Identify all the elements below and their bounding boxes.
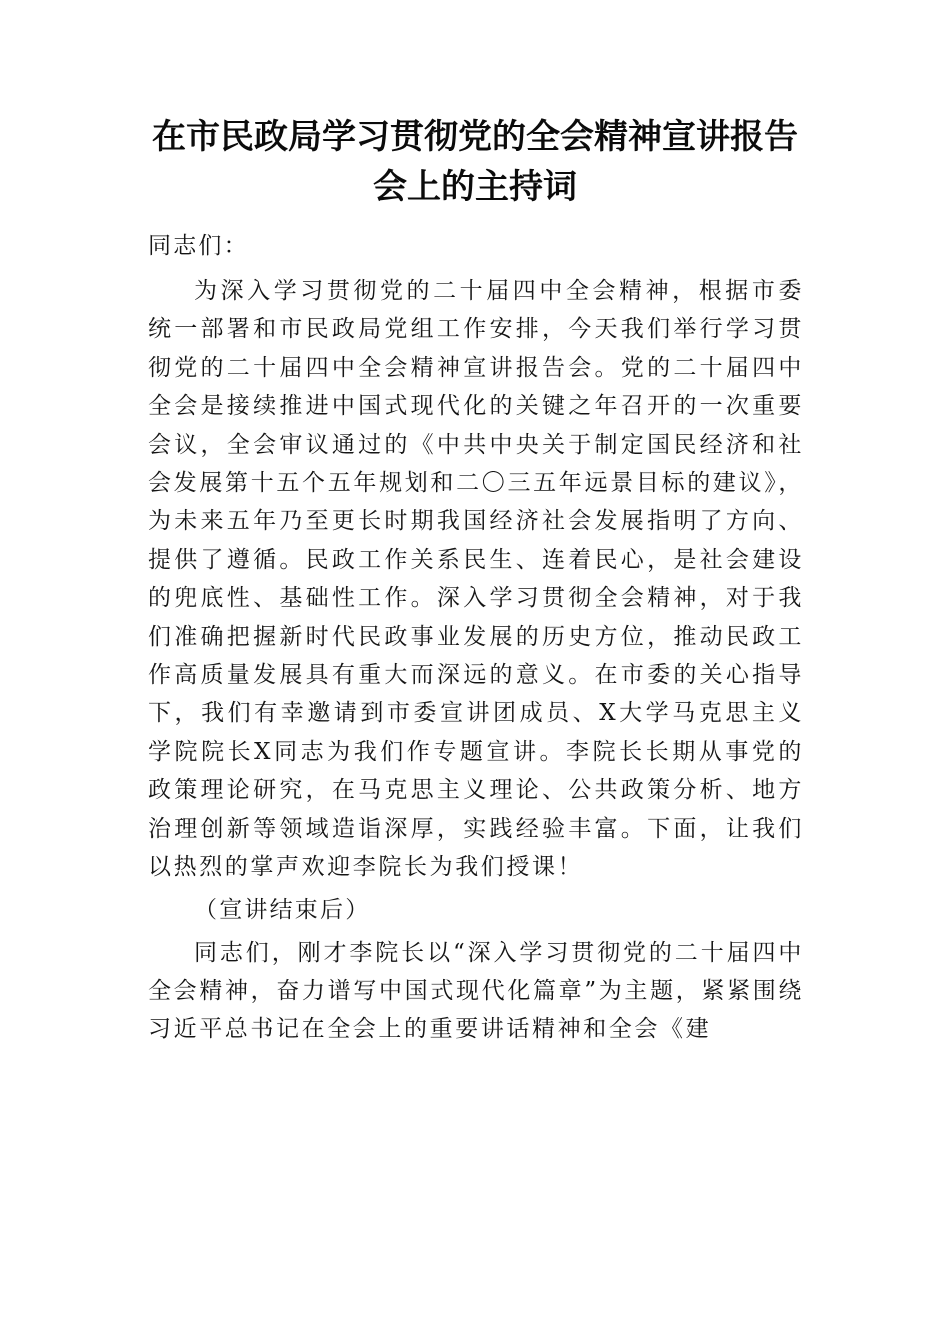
salutation: 同志们： xyxy=(148,233,249,259)
document-body xyxy=(148,228,804,1054)
document-title: 在市民政局学习贯彻党的全会精神宣讲报告会上的主持词 xyxy=(152,117,798,207)
stage-direction: （宣讲结束后） xyxy=(194,896,371,923)
paragraph-closing: 同志们，刚才李院长以“深入学习贯彻党的二十届四中全会精神，奋力谱写中国式现代化篇章”为主题，紧紧围绕习近平总书记在全会上的重要讲话精神和全会《建 xyxy=(148,939,804,1043)
paragraph-opening: 为深入学习贯彻党的二十届四中全会精神，根据市委统一部署和市民政局党组工作安排，今天我们举行学习贯彻党的二十届四中全会精神宣讲报告会。党的二十届四中全会是接续推进中国式现代化的关键之年召开的一次重要会议，全会审议通过的《中共中央关于制定国民经济和社会发展第十五个五年规划和二〇三五年远景目标的建议》，为未来五年乃至更长时期我国经济社会发展指明了方向、提供了遵循。民政工作关系民生、连着民心，是社会建设的兜底性、基础性工作。深入学习贯彻全会精神，对于我们准确把握新时代民政事业发展的历史方位，推动民政工作高质量发展具有重大而深远的意义。在市委的关心指导下，我们有幸邀请到市委宣讲团成员、X大学马克思主义学院院长X同志为我们作专题宣讲。李院长长期从事党的政策理论研究，在马克思主义理论、公共政策分析、地方治理创新等领域造诣深厚，实践经验丰富。下面，让我们以热烈的掌声欢迎李院长为我们授课！ xyxy=(148,278,804,881)
